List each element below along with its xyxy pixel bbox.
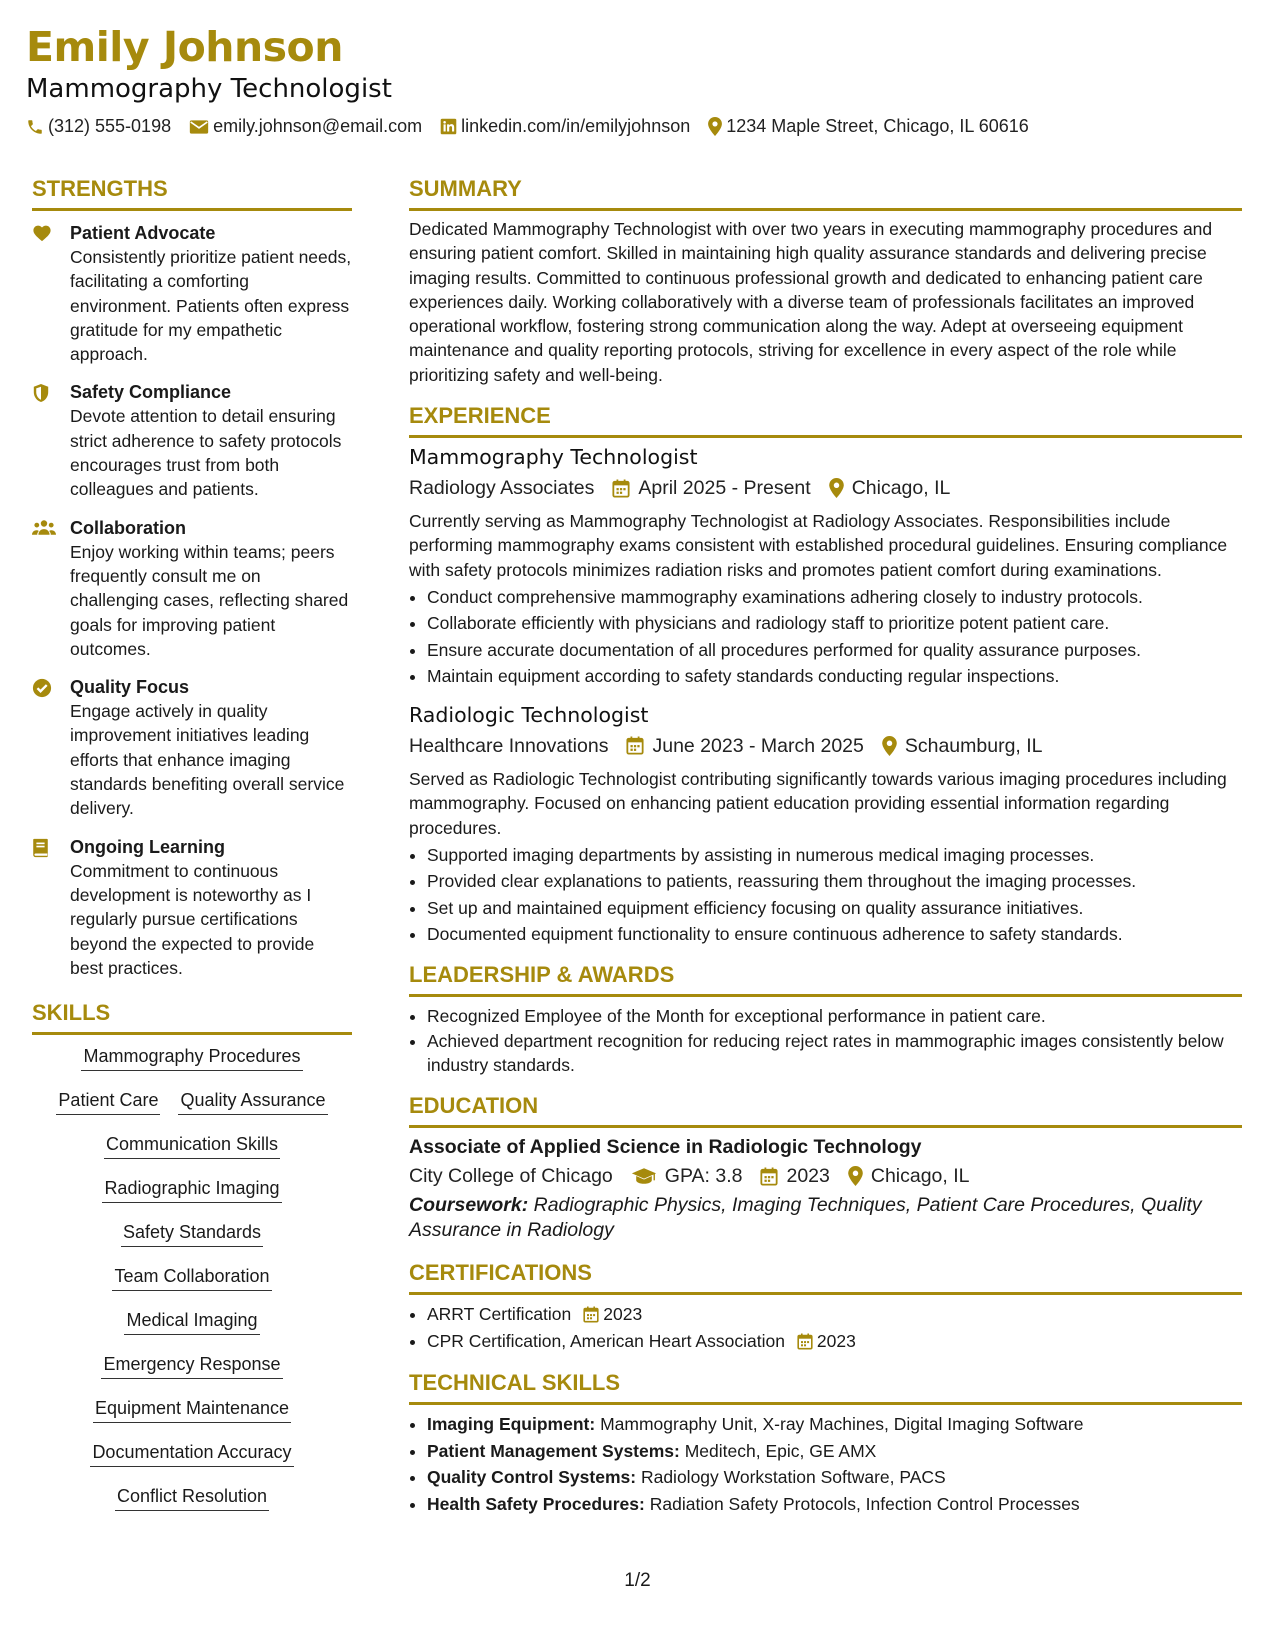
strength-title: Ongoing Learning bbox=[70, 836, 225, 857]
skill-tag: Mammography Procedures bbox=[81, 1045, 302, 1071]
job-location-wrap bbox=[882, 733, 1043, 759]
skills-list bbox=[32, 1045, 352, 1511]
map-pin-icon bbox=[829, 478, 844, 498]
summary-heading: SUMMARY bbox=[409, 176, 522, 201]
strength-item bbox=[32, 380, 352, 501]
job-location-wrap bbox=[829, 475, 951, 501]
job-title: Mammography Technologist bbox=[409, 445, 698, 470]
awards-list bbox=[409, 1003, 1242, 1078]
strength-title: Collaboration bbox=[70, 517, 186, 538]
leadership-heading: LEADERSHIP & AWARDS bbox=[409, 961, 675, 987]
calendar-icon bbox=[583, 1306, 599, 1323]
award-item: • Recognized Employee of the Month for exceptional performance in patient care. bbox=[427, 1003, 1242, 1030]
technical-skill-value: Radiation Safety Protocols, Infection Control Processes bbox=[649, 1493, 1080, 1514]
skill-tag: Safety Standards bbox=[121, 1221, 263, 1247]
strength-desc: Commitment to continuous development is noteworthy as I regularly pursue certifications beyond the expected to provide best practices. bbox=[70, 860, 315, 978]
job-bullet: • Maintain equipment according to safety standards conducting regular inspections. bbox=[427, 663, 1242, 690]
address-text: 1234 Maple Street, Chicago, IL 60616 bbox=[726, 116, 1029, 136]
certifications-section bbox=[409, 1260, 1242, 1354]
section-divider bbox=[32, 208, 352, 211]
school-name: City College of Chicago bbox=[409, 1165, 613, 1188]
strengths-heading: STRENGTHS bbox=[32, 176, 168, 201]
section-divider bbox=[409, 1292, 1242, 1295]
strengths-section bbox=[32, 176, 352, 980]
coursework-label: Coursework: bbox=[409, 1194, 529, 1217]
leadership-section bbox=[409, 962, 1242, 1078]
technical-skill-label: Quality Control Systems: bbox=[427, 1467, 637, 1488]
education-section bbox=[409, 1093, 1242, 1242]
skills-section bbox=[32, 1000, 352, 1511]
candidate-name: Emily Johnson bbox=[26, 23, 343, 71]
job-location: Chicago, IL bbox=[851, 477, 951, 500]
experience-section bbox=[409, 403, 1242, 948]
strength-item bbox=[32, 516, 352, 661]
job-company: Healthcare Innovations bbox=[409, 734, 609, 757]
degree-title: Associate of Applied Science in Radiologic Technology bbox=[409, 1136, 922, 1159]
coursework-list: Radiographic Physics, Imaging Techniques, Patient Care Procedures, Quality Assurance in Radiology bbox=[409, 1194, 1202, 1241]
strength-item bbox=[32, 675, 352, 820]
certification-item bbox=[427, 1301, 1242, 1328]
section-divider bbox=[409, 208, 1242, 211]
technical-skills-list bbox=[409, 1411, 1242, 1517]
coursework bbox=[409, 1193, 1242, 1242]
section-divider bbox=[409, 1402, 1242, 1405]
skill-tag: Quality Assurance bbox=[178, 1089, 327, 1115]
job-dates-wrap bbox=[612, 475, 810, 501]
summary-text: Dedicated Mammography Technologist with over two years in executing mammography procedures and ensuring patient comfort. Skilled in maintaining high quality assurance standards and delivering precise imaging results. Committed to continuous professional growth and dedicated to enhancing patient care experiences daily. Working collaboratively with a diverse team of professionals facilitates an improved operational workflow, fostering strong communication along the way. Adept at overseeing equipment maintenance and quality reporting protocols, striving for excellence in every aspect of the role while prioritizing safety and well-being. bbox=[409, 219, 1213, 385]
check-circle-icon bbox=[32, 678, 52, 698]
job-bullet: • Documented equipment functionality to ensure continuous adherence to safety standards. bbox=[427, 921, 1242, 948]
technical-skills-section bbox=[409, 1370, 1242, 1517]
technical-skill-value: Meditech, Epic, GE AMX bbox=[684, 1440, 877, 1461]
job-bullet: • Supported imaging departments by assisting in numerous medical imaging processes. bbox=[427, 842, 1242, 869]
technical-skill-value: Mammography Unit, X-ray Machines, Digital Imaging Software bbox=[600, 1414, 1084, 1435]
job-dates: June 2023 - March 2025 bbox=[652, 734, 864, 757]
strength-desc: Enjoy working within teams; peers frequently consult me on challenging cases, reflecting shared goals for improving patient outcomes. bbox=[70, 541, 349, 659]
phone-icon bbox=[26, 118, 44, 136]
technical-skill-label: Patient Management Systems: bbox=[427, 1440, 680, 1461]
strength-item bbox=[32, 835, 352, 980]
technical-skill-item bbox=[427, 1491, 1242, 1518]
map-pin-icon bbox=[882, 736, 897, 756]
phone-text: (312) 555-0198 bbox=[48, 116, 172, 136]
envelope-icon bbox=[189, 119, 209, 135]
job-description: Currently serving as Mammography Technologist at Radiology Associates. Responsibilities include performing mammography exams consistent with established procedural guidelines. Ensuring compliance with safety protocols minimizes radiation risks and promotes patient comfort during examinations. bbox=[409, 511, 1228, 580]
education-meta bbox=[409, 1163, 1242, 1189]
technical-skill-label: Health Safety Procedures: bbox=[427, 1493, 645, 1514]
skill-tag: Equipment Maintenance bbox=[93, 1397, 291, 1423]
calendar-icon bbox=[797, 1333, 813, 1350]
certification-item bbox=[427, 1328, 1242, 1355]
skills-heading: SKILLS bbox=[32, 1000, 111, 1026]
book-icon bbox=[32, 838, 49, 858]
job-location: Schaumburg, IL bbox=[904, 734, 1043, 757]
gpa: GPA: 3.8 bbox=[664, 1165, 743, 1188]
strength-title: Safety Compliance bbox=[70, 382, 232, 403]
shield-icon bbox=[32, 383, 50, 403]
job-dates-wrap bbox=[626, 733, 863, 759]
skill-tag: Emergency Response bbox=[101, 1353, 282, 1379]
page-number: 1/2 bbox=[624, 1570, 651, 1591]
map-pin-icon bbox=[708, 117, 722, 136]
technical-skill-item bbox=[427, 1411, 1242, 1438]
technical-skill-label: Imaging Equipment: bbox=[427, 1414, 596, 1435]
linkedin-text: linkedin.com/in/emilyjohnson bbox=[461, 116, 691, 136]
education-heading: EDUCATION bbox=[409, 1093, 539, 1119]
job-description: Served as Radiologic Technologist contributing significantly towards various imaging procedures including mammography. Focused on enhancing patient education providing essential information regarding procedures. bbox=[409, 768, 1227, 838]
resume-header bbox=[26, 22, 1047, 137]
job-dates: April 2025 - Present bbox=[638, 477, 811, 500]
technical-skill-item bbox=[427, 1464, 1242, 1491]
technical-skill-value: Radiology Workstation Software, PACS bbox=[640, 1467, 946, 1488]
skill-tag: Radiographic Imaging bbox=[102, 1177, 281, 1203]
certification-year: 2023 bbox=[816, 1330, 856, 1351]
job-title: Radiologic Technologist bbox=[409, 702, 649, 727]
candidate-title: Mammography Technologist bbox=[26, 74, 392, 104]
job-bullet: • Provided clear explanations to patients, reassuring them throughout the imaging processes. bbox=[427, 868, 1242, 895]
skill-tag: Communication Skills bbox=[104, 1133, 280, 1159]
section-divider bbox=[409, 1125, 1242, 1128]
left-column bbox=[32, 176, 352, 1529]
edu-year-wrap bbox=[760, 1163, 829, 1189]
map-pin-icon bbox=[848, 1166, 863, 1186]
graduation-year: 2023 bbox=[786, 1165, 830, 1188]
strength-desc: Consistently prioritize patient needs, facilitating a comforting environment. Patients often express gratitude for my empathetic approach. bbox=[70, 247, 352, 365]
certification-name: • ARRT Certification bbox=[427, 1304, 572, 1325]
contact-bar bbox=[26, 116, 1047, 137]
heart-icon bbox=[32, 224, 52, 242]
email-text: emily.johnson@email.com bbox=[213, 116, 423, 136]
certifications-heading: CERTIFICATIONS bbox=[409, 1260, 592, 1286]
job-meta bbox=[409, 733, 1242, 759]
job-bullets bbox=[409, 584, 1242, 690]
job-company: Radiology Associates bbox=[409, 477, 595, 500]
strength-item bbox=[32, 221, 352, 366]
technical-skill-item bbox=[427, 1438, 1242, 1465]
contact-address bbox=[708, 116, 1029, 137]
school-location: Chicago, IL bbox=[870, 1165, 970, 1188]
job-bullet: • Set up and maintained equipment efficiency focusing on quality assurance initiatives. bbox=[427, 895, 1242, 922]
experience-heading: EXPERIENCE bbox=[409, 403, 551, 429]
certifications-list bbox=[409, 1301, 1242, 1354]
strength-desc: Devote attention to detail ensuring strict adherence to safety protocols encourages trust from both colleagues and patients. bbox=[70, 406, 342, 500]
linkedin-icon bbox=[440, 118, 457, 135]
calendar-icon bbox=[626, 736, 644, 755]
section-divider bbox=[32, 1032, 352, 1035]
skill-tag: Conflict Resolution bbox=[115, 1485, 269, 1511]
summary-section bbox=[409, 176, 1242, 387]
skill-tag: Medical Imaging bbox=[124, 1309, 259, 1335]
edu-location-wrap bbox=[848, 1163, 970, 1189]
job-bullet: • Conduct comprehensive mammography examinations adhering closely to industry protocols. bbox=[427, 584, 1242, 611]
contact-linkedin[interactable] bbox=[440, 116, 690, 137]
contact-email[interactable] bbox=[189, 116, 422, 137]
skill-tag: Patient Care bbox=[56, 1089, 160, 1115]
award-item: • Achieved department recognition for reducing reject rates in mammographic images consistently below industry standards. bbox=[427, 1029, 1242, 1077]
section-divider bbox=[409, 994, 1242, 997]
job-bullets bbox=[409, 842, 1242, 948]
strength-desc: Engage actively in quality improvement initiatives leading efforts that enhance imaging standards benefiting overall service delivery. bbox=[70, 701, 345, 819]
technical-skills-heading: TECHNICAL SKILLS bbox=[409, 1370, 621, 1396]
contact-phone[interactable] bbox=[26, 116, 171, 137]
section-divider bbox=[409, 435, 1242, 438]
skill-tag: Team Collaboration bbox=[112, 1265, 271, 1291]
job-bullet: • Ensure accurate documentation of all procedures performed for quality assurance purposes. bbox=[427, 637, 1242, 664]
strength-title: Patient Advocate bbox=[70, 223, 216, 243]
right-column bbox=[409, 176, 1242, 1517]
job-entry bbox=[409, 702, 1242, 948]
job-meta bbox=[409, 475, 1242, 501]
certification-year: 2023 bbox=[603, 1304, 643, 1325]
calendar-icon bbox=[760, 1167, 778, 1186]
strength-title: Quality Focus bbox=[70, 677, 190, 698]
gpa-wrap bbox=[631, 1163, 743, 1189]
graduation-cap-icon bbox=[631, 1167, 657, 1185]
job-entry bbox=[409, 444, 1242, 690]
certification-name: • CPR Certification, American Heart Association bbox=[427, 1330, 785, 1351]
calendar-icon bbox=[612, 479, 630, 498]
users-icon bbox=[32, 519, 56, 536]
skill-tag: Documentation Accuracy bbox=[90, 1441, 293, 1467]
job-bullet: • Collaborate efficiently with physicians and radiology staff to prioritize potent patient care. bbox=[427, 610, 1242, 637]
